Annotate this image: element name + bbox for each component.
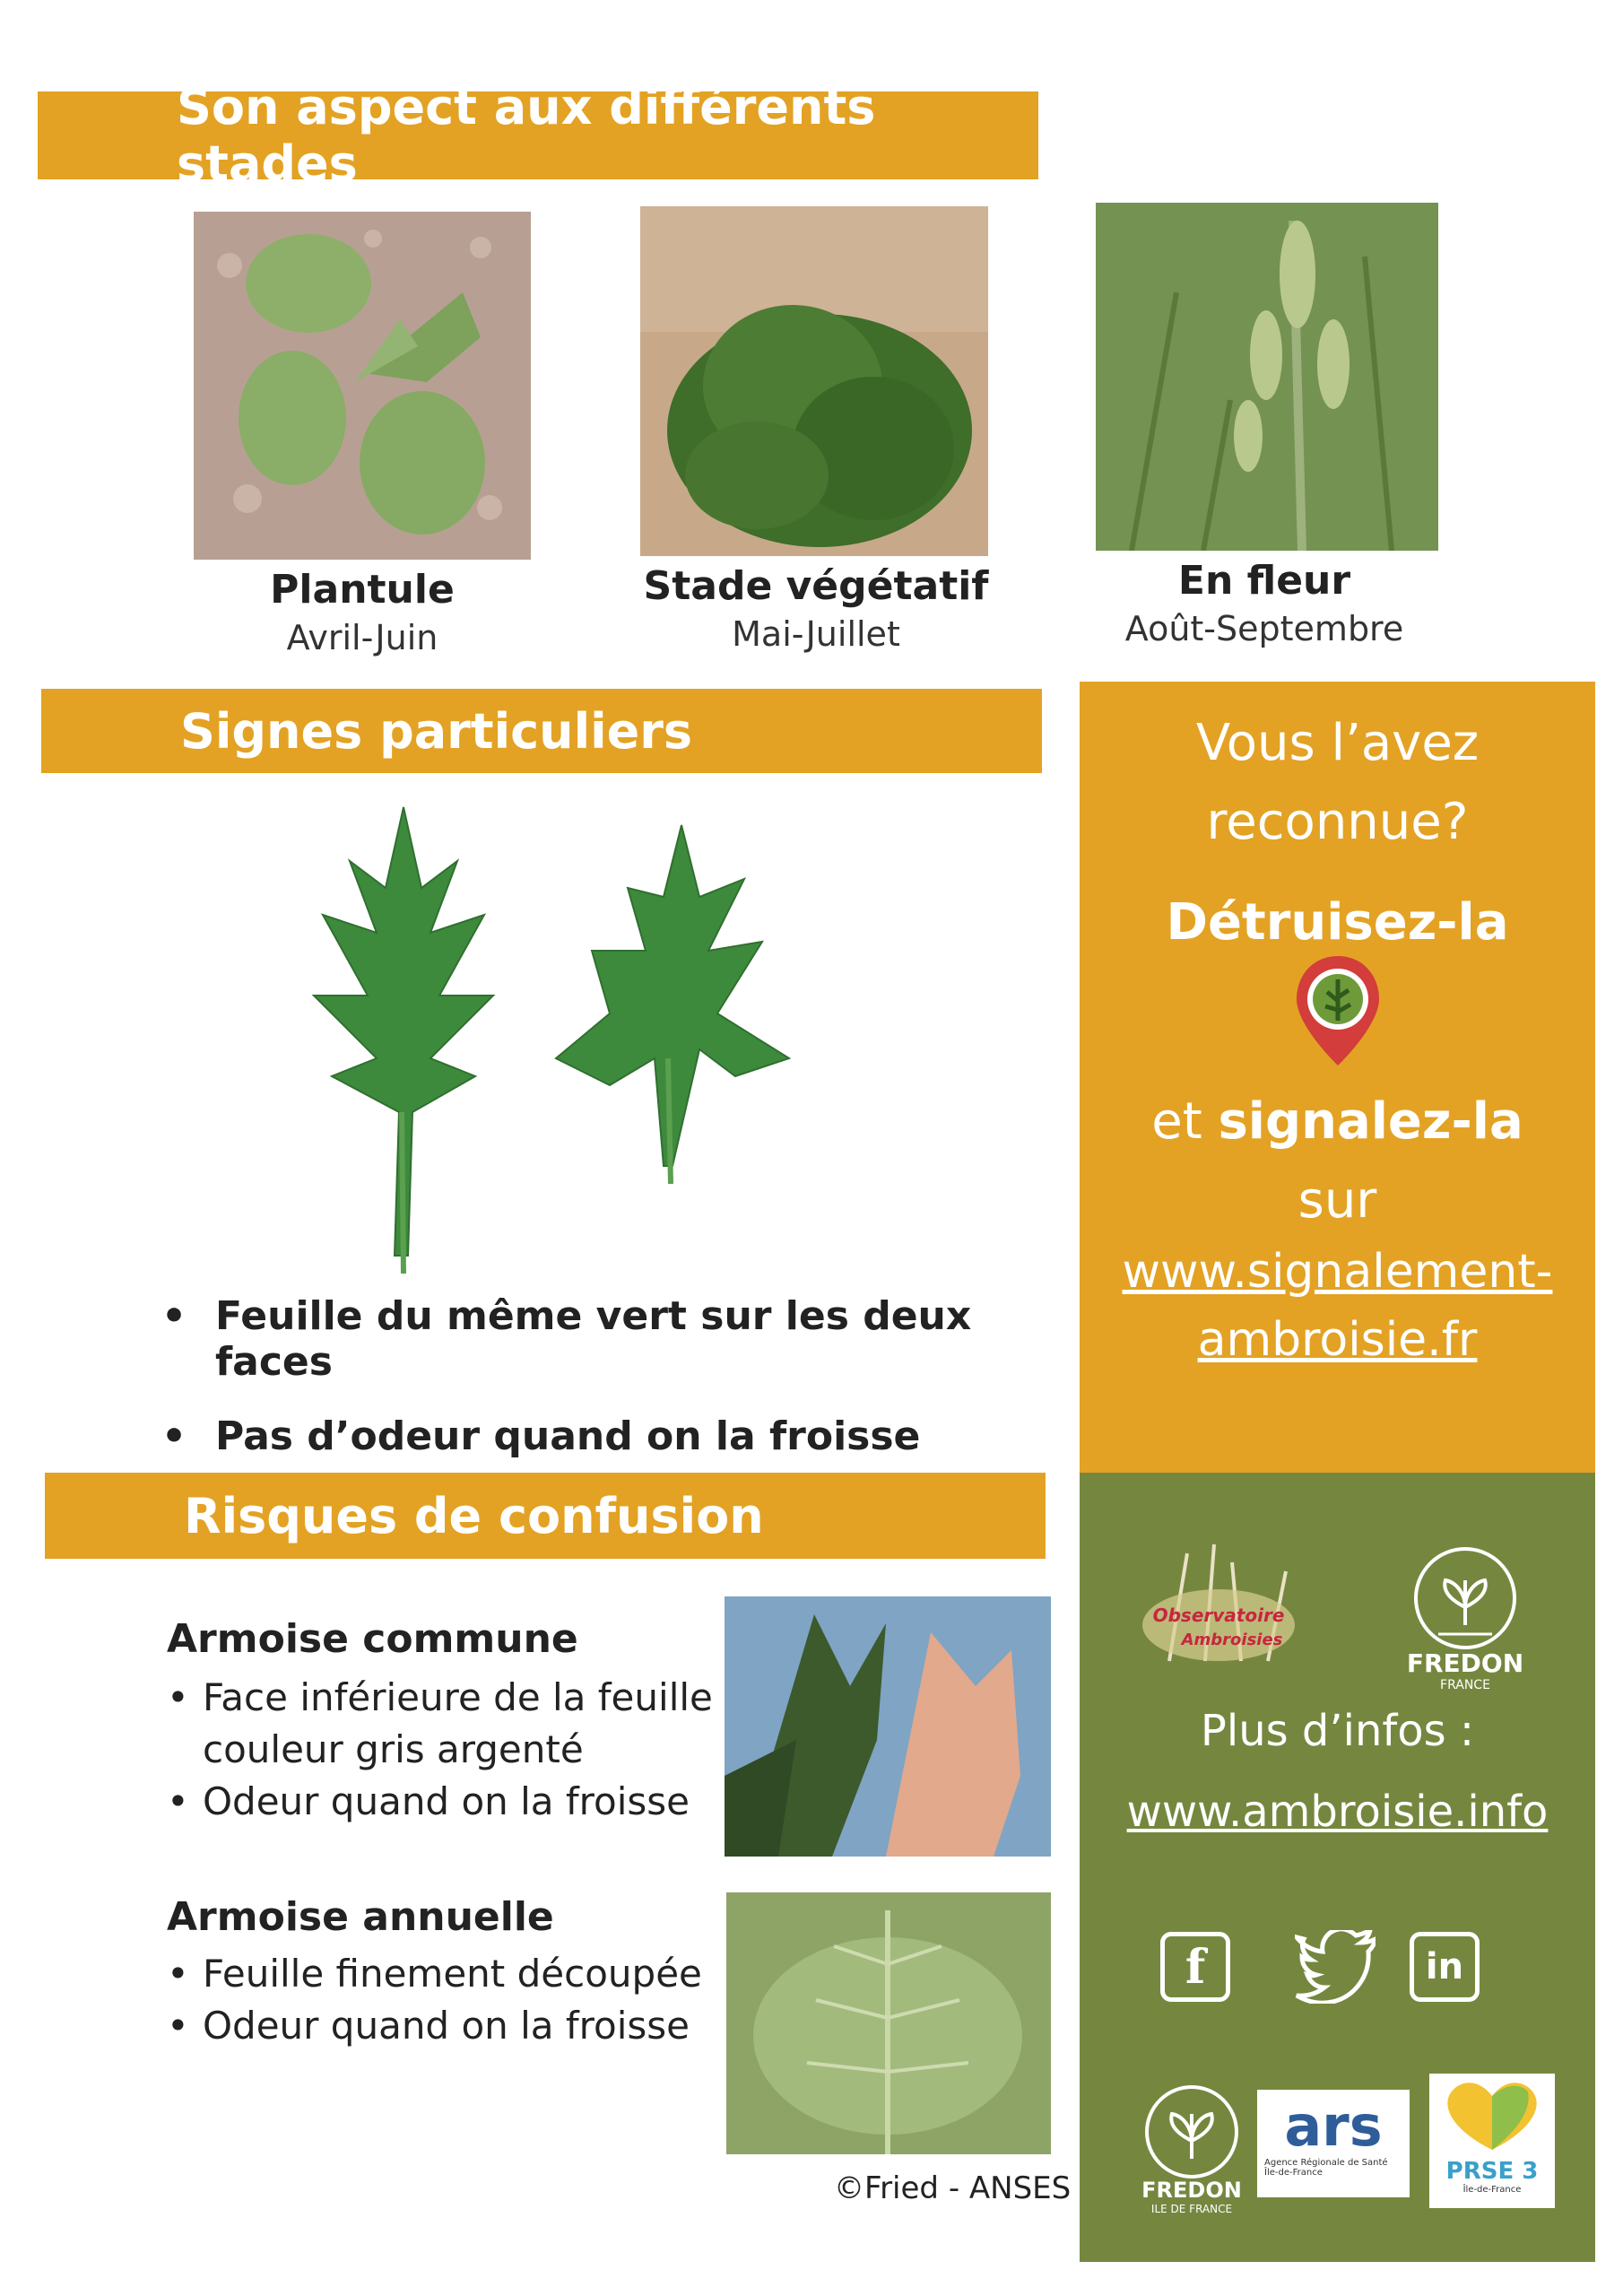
prse3-name: PRSE 3	[1445, 2158, 1539, 2185]
stage-name: En fleur	[1177, 558, 1351, 604]
leaf-illustration	[251, 789, 879, 1292]
stage-name: Plantule	[270, 567, 455, 613]
signs-banner	[41, 689, 1042, 773]
flowering-photo	[1096, 203, 1438, 551]
prse3-logo	[1429, 2074, 1555, 2208]
fredon-france-sub: FRANCE	[1440, 1678, 1490, 1692]
stage-period: Avril-Juin	[286, 618, 438, 657]
stage-caption-vegetative	[628, 563, 1004, 654]
sign-item: • Pas d’odeur quand on la froisse	[161, 1413, 1058, 1459]
confusion-point: • Odeur quand on la froisse	[167, 2000, 723, 2052]
question-line2: reconnue?	[1206, 793, 1469, 851]
fredon-idf-logo	[1133, 2083, 1250, 2217]
confusion-point: • Odeur quand on la froisse	[167, 1776, 723, 1828]
info-link[interactable]: www.ambroisie.info	[1126, 1787, 1549, 1837]
destroy-text: Détruisez-la	[1166, 893, 1509, 952]
fredon-idf-sub: ILE DE FRANCE	[1150, 2203, 1233, 2215]
more-info-text: Plus d’infos :	[1200, 1706, 1475, 1756]
confusion-title: Risques de confusion	[184, 1487, 764, 1544]
svg-text:Observatoire: Observatoire	[1152, 1605, 1285, 1626]
twitter-icon[interactable]	[1295, 1930, 1376, 2004]
fredon-france-logo	[1402, 1544, 1528, 1692]
stage-caption-plantule	[194, 567, 531, 657]
confusion-point: • Face inférieure de la feuille couleur gris argenté	[167, 1672, 723, 1776]
report-link-line1[interactable]: www.signalement-	[1122, 1245, 1553, 1299]
call-to-action-panel	[1080, 682, 1595, 1473]
armoise-annuelle-title: Armoise annuelle	[167, 1894, 554, 1940]
stage-name: Stade végétatif	[643, 563, 989, 609]
report-prefix: et	[1151, 1092, 1219, 1151]
report-link[interactable]	[1080, 1245, 1595, 1299]
on-text: sur	[1298, 1171, 1377, 1230]
stages-banner	[38, 79, 1038, 192]
fredon-idf-name: FREDON	[1141, 2178, 1242, 2203]
location-pin-icon	[1291, 952, 1384, 1069]
confusion-banner	[45, 1473, 1046, 1559]
report-link-line2[interactable]: ambroisie.fr	[1197, 1313, 1478, 1367]
signs-title: Signes particuliers	[180, 702, 692, 760]
vegetative-photo	[640, 206, 988, 556]
armoise-commune-title: Armoise commune	[167, 1616, 578, 1662]
report-bold: signalez-la	[1218, 1092, 1523, 1151]
stage-period: Août-Septembre	[1124, 609, 1404, 648]
observatoire-logo	[1133, 1535, 1304, 1670]
linkedin-icon[interactable]: in	[1410, 1932, 1480, 2002]
ars-sub: Agence Régionale de Santé Île-de-France	[1264, 2158, 1388, 2178]
plantule-photo	[194, 212, 531, 560]
info-panel	[1080, 1473, 1595, 2262]
signs-list	[161, 1293, 1058, 1488]
facebook-icon[interactable]: f	[1160, 1932, 1230, 2002]
report-text	[1080, 1092, 1595, 1151]
question-line1: Vous l’avez	[1195, 714, 1480, 772]
ars-name: ars	[1284, 2093, 1383, 2159]
photo-credit: ©Fried - ANSES	[834, 2170, 1072, 2206]
svg-text:Ambroisies: Ambroisies	[1181, 1631, 1283, 1649]
sign-item: • Feuille du même vert sur les deux faces	[161, 1293, 1058, 1385]
armoise-annuelle-photo	[726, 1892, 1051, 2154]
ars-logo	[1257, 2090, 1410, 2197]
report-link-2[interactable]	[1080, 1313, 1595, 1367]
stages-title: Son aspect aux différents stades	[177, 79, 876, 192]
fredon-france-name: FREDON	[1406, 1648, 1524, 1678]
armoise-commune-photo	[725, 1596, 1051, 1857]
confusion-point: • Feuille finement découpée	[167, 1948, 723, 2000]
stage-period: Mai-Juillet	[732, 614, 900, 654]
armoise-commune-list	[167, 1672, 723, 1828]
armoise-annuelle-list	[167, 1948, 723, 2052]
prse3-sub: Île-de-France	[1462, 2185, 1522, 2195]
stage-caption-flowering	[1076, 558, 1453, 648]
